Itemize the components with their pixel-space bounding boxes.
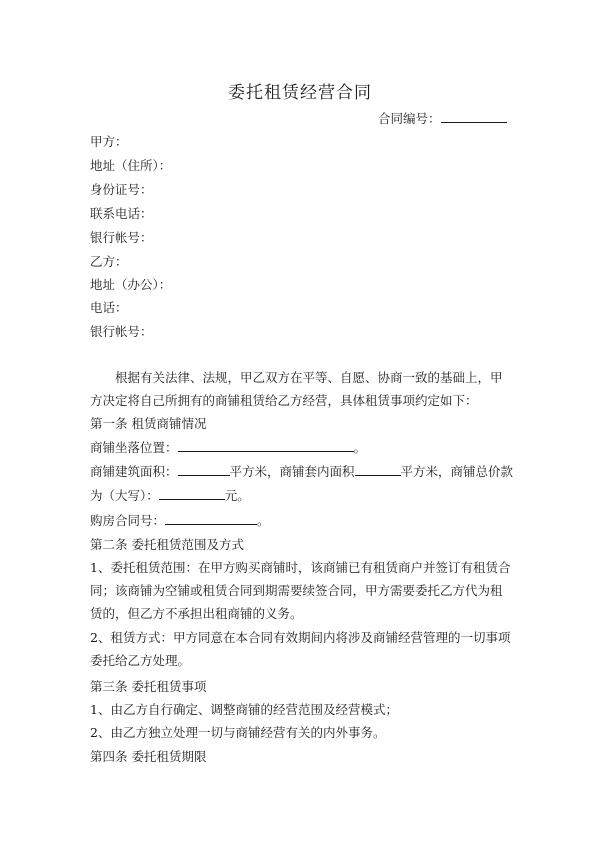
- document-title: 委托租赁经营合同: [228, 83, 372, 103]
- party-b-bank: 银行帐号：: [90, 324, 153, 339]
- party-a-phone: 联系电话：: [90, 206, 153, 221]
- building-area-blank: [178, 463, 230, 476]
- article-3-title: 第三条 委托租赁事项: [90, 679, 207, 694]
- article-2-clause-2: 2、租赁方式：甲方同意在本合同有效期间内将涉及商铺经营管理的一切事项委托给乙方处理。: [90, 630, 511, 668]
- purchase-contract-label: 购房合同号：: [90, 513, 166, 528]
- article-2-clause-1: 1、委托租赁范围：在甲方购买商铺时，该商铺已有租赁商户并签订有租赁合同；该商铺为空铺或租赁合同到期需要续签合同，甲方需要委托乙方代为租赁的，但乙方不承担出租商铺的义务。: [90, 560, 511, 621]
- shop-price-label: 为（大写）：: [90, 488, 159, 503]
- party-a-label: 甲方：: [90, 134, 128, 149]
- party-b-label: 乙方：: [90, 254, 128, 269]
- party-a-bank: 银行帐号：: [90, 230, 153, 245]
- purchase-contract-row: [90, 511, 270, 529]
- article-3-clause-1: 1、由乙方自行确定、调整商铺的经营范围及经营模式；: [90, 702, 398, 717]
- inner-area-blank: [355, 463, 401, 476]
- shop-price-row: [90, 486, 250, 504]
- contract-number-blank: [441, 110, 507, 123]
- shop-location-end: 。: [353, 440, 367, 455]
- purchase-contract-blank: [165, 512, 257, 525]
- shop-location-row: [90, 438, 366, 456]
- contract-number: [378, 109, 507, 127]
- article-4-title: 第四条 委托租赁期限: [90, 749, 207, 764]
- shop-price-blank: [159, 487, 225, 500]
- shop-area-label: 商铺建筑面积：: [90, 464, 178, 479]
- shop-location-blank: [178, 439, 354, 452]
- purchase-contract-end: 。: [257, 513, 270, 528]
- shop-location-label: 商铺坐落位置：: [90, 440, 178, 455]
- inner-area-unit: 平方米，商铺总价款: [400, 464, 514, 479]
- party-b-phone: 电话：: [90, 300, 128, 315]
- article-1-title: 第一条 租赁商铺情况: [90, 416, 207, 431]
- contract-number-label: 合同编号：: [378, 111, 441, 126]
- shop-price-unit: 元。: [224, 488, 250, 503]
- shop-area-row: [90, 462, 513, 480]
- article-2-title: 第二条 委托租赁范围及方式: [90, 537, 244, 552]
- party-a-id: 身份证号：: [90, 182, 153, 197]
- party-b-address: 地址（办公）：: [90, 277, 172, 292]
- intro-paragraph: 根据有关法律、法规，甲乙双方在平等、自愿、协商一致的基础上，甲方决定将自己所拥有的商铺租赁给乙方经营，具体租赁事项约定如下：: [90, 370, 503, 408]
- article-3-clause-2: 2、由乙方独立处理一切与商铺经营有关的内外事务。: [90, 725, 386, 740]
- building-area-unit: 平方米，商铺套内面积: [229, 464, 355, 479]
- party-a-address: 地址（住所）：: [90, 158, 172, 173]
